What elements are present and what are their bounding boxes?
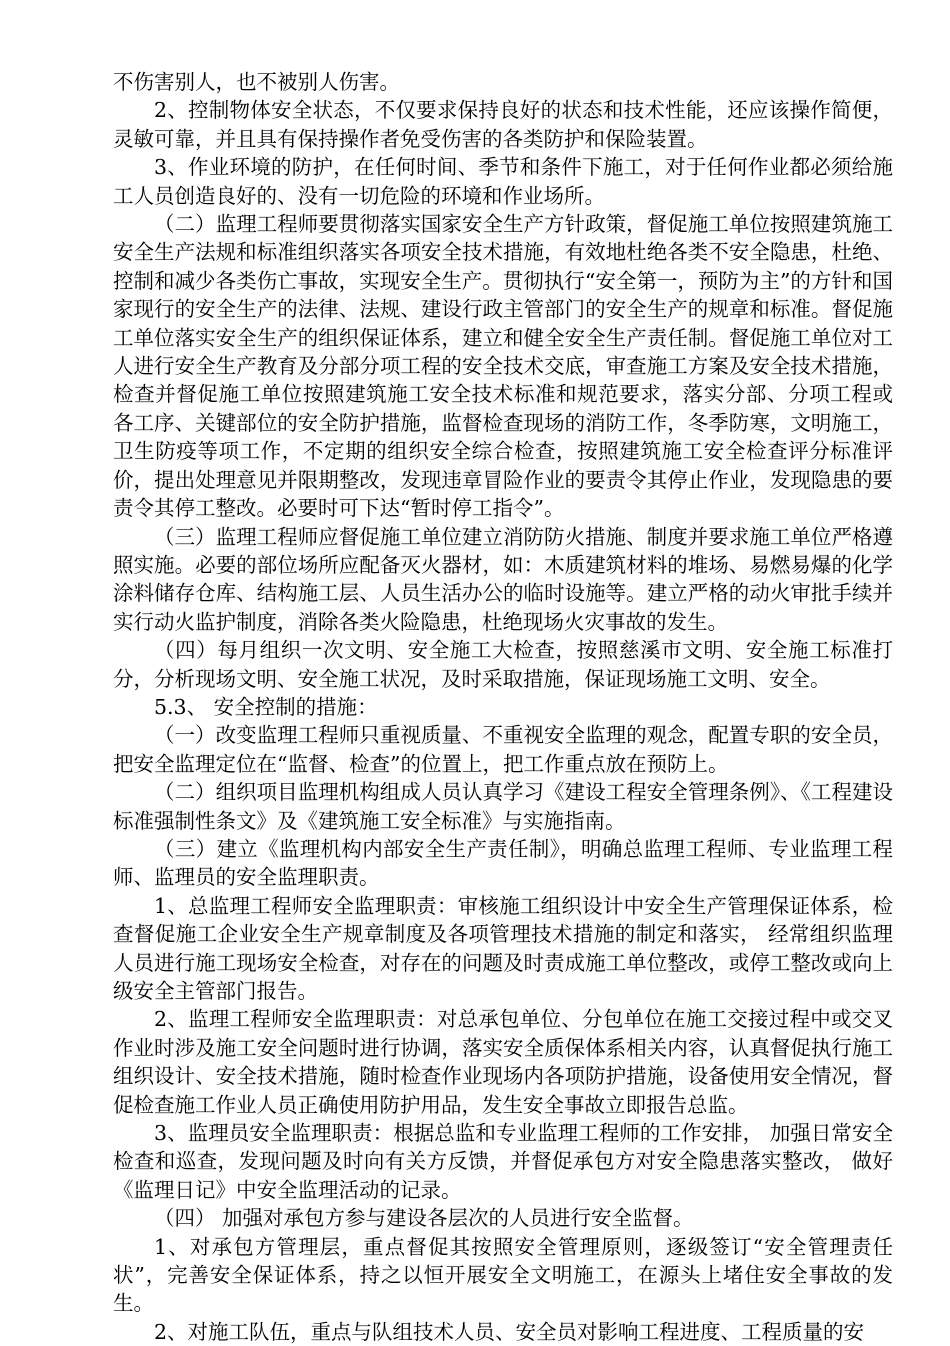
paragraph: 1、对承包方管理层，重点督促其按照安全管理原则，逐级签订“安全管理责任状”，完善安全保证体系，持之以恒开展安全文明施工，在源头上堵住安全事故的发生。 bbox=[113, 1234, 893, 1316]
paragraph: 3、作业环境的防护，在任何时间、季节和条件下施工，对于任何作业都必须给施工人员创造良好的、没有一切危险的环境和作业场所。 bbox=[113, 155, 893, 208]
paragraph: （二）组织项目监理机构组成人员认真学习《建设工程安全管理条例》、《工程建设标准强制性条文》及《建筑施工安全标准》与实施指南。 bbox=[113, 780, 893, 833]
paragraph: （二）监理工程师要贯彻落实国家安全生产方针政策，督促施工单位按照建筑施工安全生产法规和标准组织落实各项安全技术措施，有效地杜绝各类不安全隐患，杜绝、控制和减少各类伤亡事故，实现安全生产。贯彻执行“安全第一，预防为主”的方针和国家现行的安全生产的法律、法规、建设行政主管部门的安全生产的规章和标准。督促施工单位落实安全生产的组织保证体系，建立和健全安全生产责任制。督促施工单位对工人进行安全生产教育及分部分项工程的安全技术交底，审查施工方案及安全技术措施，检查并督促施工单位按照建筑施工安全技术标准和规范要求，落实分部、分项工程或 各工序、关键部位的安全防护措施，监督检查现场的消防工作，冬季防寒，文明施工，卫生防疫等项工作，不定期的组织安全综合检查，按照建筑施工安全检查评分标准评价，提出处理意见并限期整改，发现违章冒险作业的要责令其停止作业，发现隐患的要责令其停工整改。必要时可下达“暂时停工指令”。 bbox=[113, 212, 893, 521]
paragraph: 2、对施工队伍，重点与队组技术人员、安全员对影响工程进度、工程质量的安 bbox=[154, 1319, 865, 1344]
paragraph: 2、监理工程师安全监理职责：对总承包单位、分包单位在施工交接过程中或交叉作业时涉及施工安全问题时进行协调，落实安全质保体系相关内容，认真督促执行施工组织设计、安全技术措施，随时检查作业现场内各项防护措施，设备使用安全情况，督促检查施工作业人员正确使用防护用品，发生安全事故立即报告总监。 bbox=[113, 1007, 893, 1117]
paragraph: （一）改变监理工程师只重视质量、不重视安全监理的观念，配置专职的安全员，把安全监理定位在“监督、检查”的位置上，把工作重点放在预防上。 bbox=[113, 723, 893, 776]
paragraph: （三）监理工程师应督促施工单位建立消防防火措施、制度并要求施工单位严格遵照实施。必要的部位场所应配备灭火器材，如：木质建筑材料的堆场、易燃易爆的化学涂料储存仓库、结构施工层、人员生活办公的临时设施等。建立严格的动火审批手续并实行动火监护制度，消除各类火险隐患，杜绝现场火灾事故的发生。 bbox=[113, 524, 893, 634]
paragraph: （三）建立《监理机构内部安全生产责任制》，明确总监理工程师、专业监理工程师、监理员的安全监理职责。 bbox=[113, 836, 893, 890]
paragraph: （四）每月组织一次文明、安全施工大检查，按照慈溪市文明、安全施工标准打分，分析现场文明、安全施工状况，及时采取措施，保证现场施工文明、安全。 bbox=[113, 638, 893, 691]
document-body bbox=[113, 68, 893, 1346]
section-heading: 5.3、 安全控制的措施： bbox=[154, 694, 378, 719]
paragraph: 1、总监理工程师安全监理职责：审核施工组织设计中安全生产管理保证体系，检查督促施工企业安全生产规章制度及各项管理技术措施的制定和落实， 经常组织监理人员进行施工现场安全检查，对存在的问题及时责成施工单位整改，或停工整改或向上级安全主管部门报告。 bbox=[113, 893, 893, 1003]
paragraph: （四） 加强对承包方参与建设各层次的人员进行安全监督。 bbox=[154, 1206, 694, 1231]
paragraph: 3、监理员安全监理职责：根据总监和专业监理工程师的工作安排， 加强日常安全检查和巡查，发现问题及时向有关方反馈，并督促承包方对安全隐患落实整改， 做好《监理日记》中安全监理活动的记录。 bbox=[113, 1121, 893, 1202]
paragraph: 2、控制物体安全状态，不仅要求保持良好的状态和技术性能，还应该操作简便，灵敏可靠，并且具有保持操作者免受伤害的各类防护和保险装置。 bbox=[113, 98, 893, 151]
paragraph: 不伤害别人，也不被别人伤害。 bbox=[113, 70, 400, 94]
